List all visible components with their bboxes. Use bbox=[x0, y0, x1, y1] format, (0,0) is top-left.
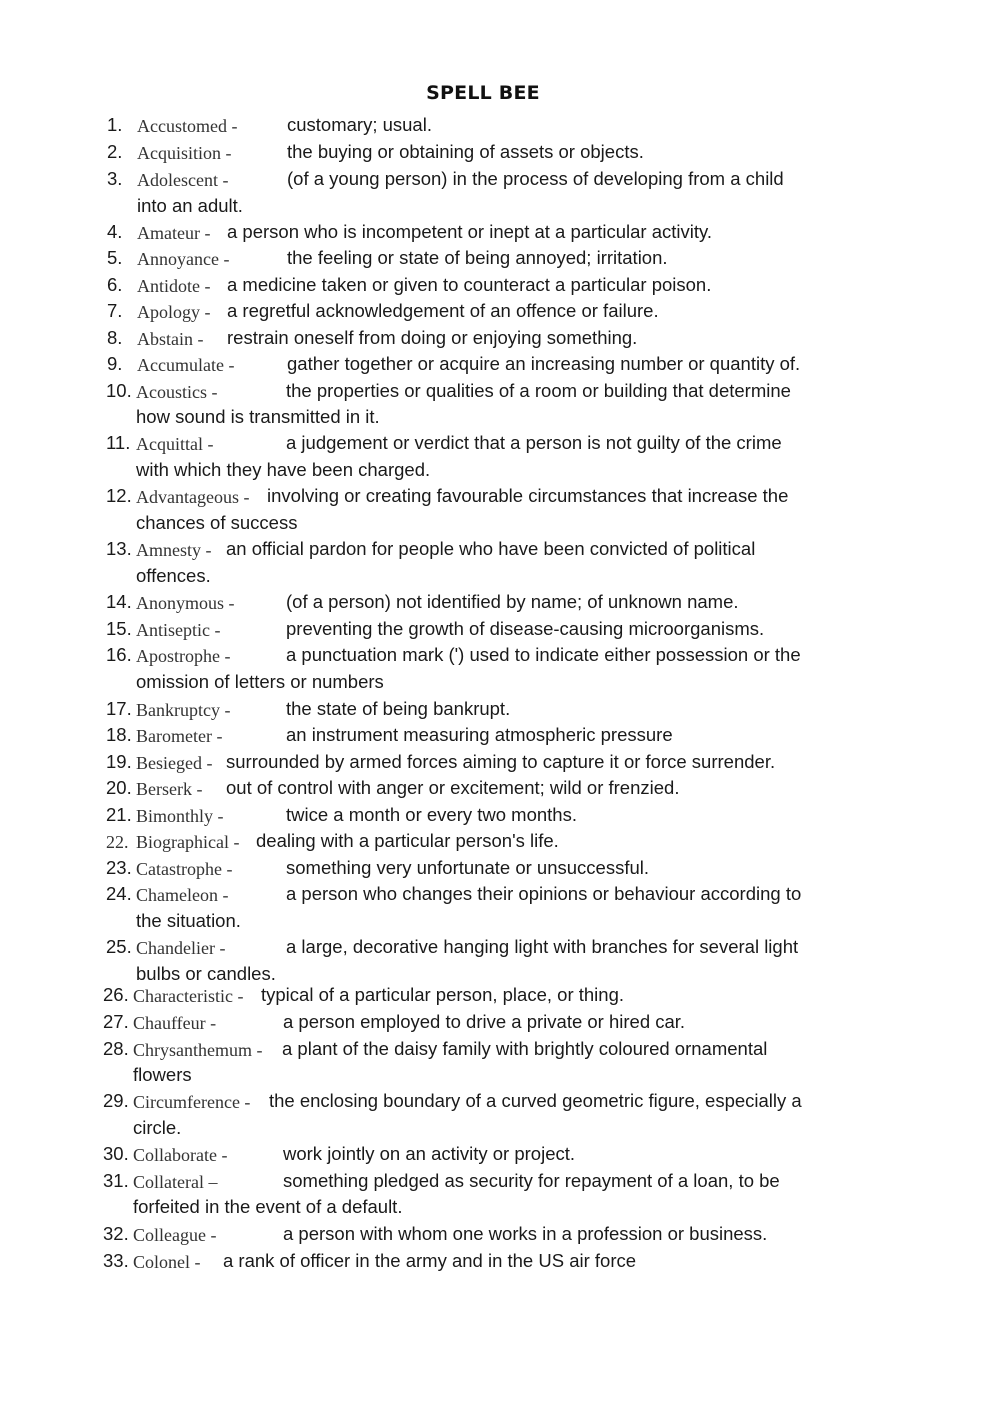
entry-definition: customary; usual. bbox=[287, 114, 432, 135]
entry-definition: out of control with anger or excitement; wild or frenzied. bbox=[226, 777, 680, 798]
entry-number: 32. bbox=[103, 1223, 129, 1244]
entry-definition-continuation: omission of letters or numbers bbox=[136, 671, 384, 692]
entry-term: Berserk - bbox=[136, 779, 203, 799]
entry-term: Chrysanthemum - bbox=[133, 1040, 263, 1060]
entry-definition: the properties or qualities of a room or building that determine bbox=[286, 380, 791, 401]
entry-definition: something pledged as security for repayment of a loan, to be bbox=[283, 1170, 780, 1191]
entry-definition: dealing with a particular person's life. bbox=[256, 830, 559, 851]
entry-number: 16. bbox=[106, 644, 132, 665]
entry-definition: an instrument measuring atmospheric pressure bbox=[286, 724, 673, 745]
entry-definition: preventing the growth of disease-causing microorganisms. bbox=[286, 618, 765, 639]
entry-definition: a regretful acknowledgement of an offence or failure. bbox=[227, 300, 659, 321]
entry-term: Amateur - bbox=[137, 223, 211, 243]
entry-definition: surrounded by armed forces aiming to capture it or force surrender. bbox=[226, 751, 776, 772]
entry-number: 2. bbox=[107, 141, 123, 162]
entry-term: Apostrophe - bbox=[136, 646, 231, 666]
entry-definition: the state of being bankrupt. bbox=[286, 698, 511, 719]
entry-definition: a person who is incompetent or inept at a particular activity. bbox=[227, 221, 713, 242]
entry-definition: the buying or obtaining of assets or objects. bbox=[287, 141, 644, 162]
entry-definition-continuation: offences. bbox=[136, 565, 211, 586]
entry-definition: a person employed to drive a private or hired car. bbox=[283, 1011, 686, 1032]
entry-term: Accustomed - bbox=[137, 116, 238, 136]
entry-term: Accumulate - bbox=[137, 355, 235, 375]
entry-definition: something very unfortunate or unsuccessful. bbox=[286, 857, 649, 878]
entry-term: Advantageous - bbox=[136, 487, 250, 507]
entry-number: 10. bbox=[106, 380, 132, 401]
entry-number: 28. bbox=[103, 1038, 129, 1059]
entry-term: Bankruptcy - bbox=[136, 700, 231, 720]
entry-number: 9. bbox=[107, 353, 123, 374]
entry-term: Adolescent - bbox=[137, 170, 229, 190]
entry-definition-continuation: flowers bbox=[133, 1064, 192, 1085]
entry-number: 21. bbox=[106, 804, 132, 825]
entry-definition: gather together or acquire an increasing number or quantity of. bbox=[287, 353, 801, 374]
entry-number: 3. bbox=[107, 168, 123, 189]
entry-number: 11. bbox=[106, 432, 131, 453]
entry-number: 18. bbox=[106, 724, 132, 745]
entry-definition-continuation: with which they have been charged. bbox=[136, 459, 431, 480]
entry-definition: a medicine taken or given to counteract a particular poison. bbox=[227, 274, 712, 295]
entry-term: Chameleon - bbox=[136, 885, 229, 905]
entry-term: Besieged - bbox=[136, 753, 213, 773]
entry-definition-continuation: forfeited in the event of a default. bbox=[133, 1196, 403, 1217]
entry-number: 13. bbox=[106, 538, 132, 559]
entry-number: 29. bbox=[103, 1090, 129, 1111]
entry-term: Acquisition - bbox=[137, 143, 232, 163]
entry-term: Barometer - bbox=[136, 726, 223, 746]
entry-number: 15. bbox=[106, 618, 132, 639]
entry-number: 24. bbox=[106, 883, 132, 904]
entry-definition: the feeling or state of being annoyed; irritation. bbox=[287, 247, 668, 268]
entry-definition-continuation: chances of success bbox=[136, 512, 298, 533]
entry-definition: a plant of the daisy family with brightly coloured ornamental bbox=[282, 1038, 768, 1059]
entry-definition-continuation: into an adult. bbox=[137, 195, 243, 216]
entry-term: Acquittal - bbox=[136, 434, 214, 454]
entry-term: Amnesty - bbox=[136, 540, 212, 560]
entry-number: 25. bbox=[106, 936, 132, 957]
entry-number: 1. bbox=[107, 114, 123, 135]
entry-definition-continuation: the situation. bbox=[136, 910, 241, 931]
entry-number: 30. bbox=[103, 1143, 129, 1164]
entry-number: 7. bbox=[107, 300, 123, 321]
entry-term: Biographical - bbox=[136, 832, 240, 852]
entry-definition: a punctuation mark (') used to indicate either possession or the bbox=[286, 644, 801, 665]
entry-term: Antiseptic - bbox=[136, 620, 221, 640]
entry-term: Characteristic - bbox=[133, 986, 244, 1006]
entry-term: Abstain - bbox=[137, 329, 204, 349]
entry-definition: restrain oneself from doing or enjoying something. bbox=[227, 327, 638, 348]
entry-term: Catastrophe - bbox=[136, 859, 233, 879]
entry-definition: a judgement or verdict that a person is not guilty of the crime bbox=[286, 432, 782, 453]
entry-term: Acoustics - bbox=[136, 382, 218, 402]
entry-term: Antidote - bbox=[137, 276, 211, 296]
entry-number: 17. bbox=[106, 698, 132, 719]
entry-term: Collaborate - bbox=[133, 1145, 228, 1165]
entry-definition: work jointly on an activity or project. bbox=[283, 1143, 576, 1164]
entry-term: Circumference - bbox=[133, 1092, 251, 1112]
entry-number: 4. bbox=[107, 221, 123, 242]
entry-number: 26. bbox=[103, 984, 129, 1005]
entry-number: 23. bbox=[106, 857, 132, 878]
entry-number: 14. bbox=[106, 591, 132, 612]
entry-definition: a person who changes their opinions or behaviour according to bbox=[286, 883, 802, 904]
entry-number: 20. bbox=[106, 777, 132, 798]
entry-term: Annoyance - bbox=[137, 249, 230, 269]
entry-number: 33. bbox=[103, 1250, 129, 1271]
entry-term: Chandelier - bbox=[136, 938, 226, 958]
entry-term: Chauffeur - bbox=[133, 1013, 217, 1033]
entry-definition-continuation: bulbs or candles. bbox=[136, 963, 276, 984]
entry-number: 6. bbox=[107, 274, 123, 295]
entry-definition: (of a person) not identified by name; of unknown name. bbox=[286, 591, 739, 612]
entry-term: Colonel - bbox=[133, 1252, 201, 1272]
entry-definition: the enclosing boundary of a curved geometric figure, especially a bbox=[269, 1090, 802, 1111]
entry-definition: a large, decorative hanging light with branches for several light bbox=[286, 936, 799, 957]
entry-term: Collateral – bbox=[133, 1172, 218, 1192]
entry-term: Apology - bbox=[137, 302, 211, 322]
entry-number: 19. bbox=[106, 751, 132, 772]
entry-definition: twice a month or every two months. bbox=[286, 804, 577, 825]
entry-definition: (of a young person) in the process of developing from a child bbox=[287, 168, 784, 189]
entry-term: Colleague - bbox=[133, 1225, 217, 1245]
entry-definition: a rank of officer in the army and in the US air force bbox=[223, 1250, 637, 1271]
entry-number: 22. bbox=[106, 832, 129, 852]
entry-definition: an official pardon for people who have been convicted of political bbox=[226, 538, 756, 559]
page-title: SPELL BEE bbox=[426, 82, 540, 104]
entry-definition: involving or creating favourable circumstances that increase the bbox=[267, 485, 789, 506]
entry-definition: typical of a particular person, place, or thing. bbox=[261, 984, 624, 1005]
entry-definition: a person with whom one works in a profession or business. bbox=[283, 1223, 768, 1244]
entry-term: Anonymous - bbox=[136, 593, 235, 613]
entry-number: 8. bbox=[107, 327, 123, 348]
entry-number: 27. bbox=[103, 1011, 129, 1032]
entry-term: Bimonthly - bbox=[136, 806, 224, 826]
entry-definition-continuation: circle. bbox=[133, 1117, 182, 1138]
entry-number: 12. bbox=[106, 485, 132, 506]
entry-definition-continuation: how sound is transmitted in it. bbox=[136, 406, 380, 427]
entry-number: 31. bbox=[103, 1170, 129, 1191]
entry-number: 5. bbox=[107, 247, 123, 268]
